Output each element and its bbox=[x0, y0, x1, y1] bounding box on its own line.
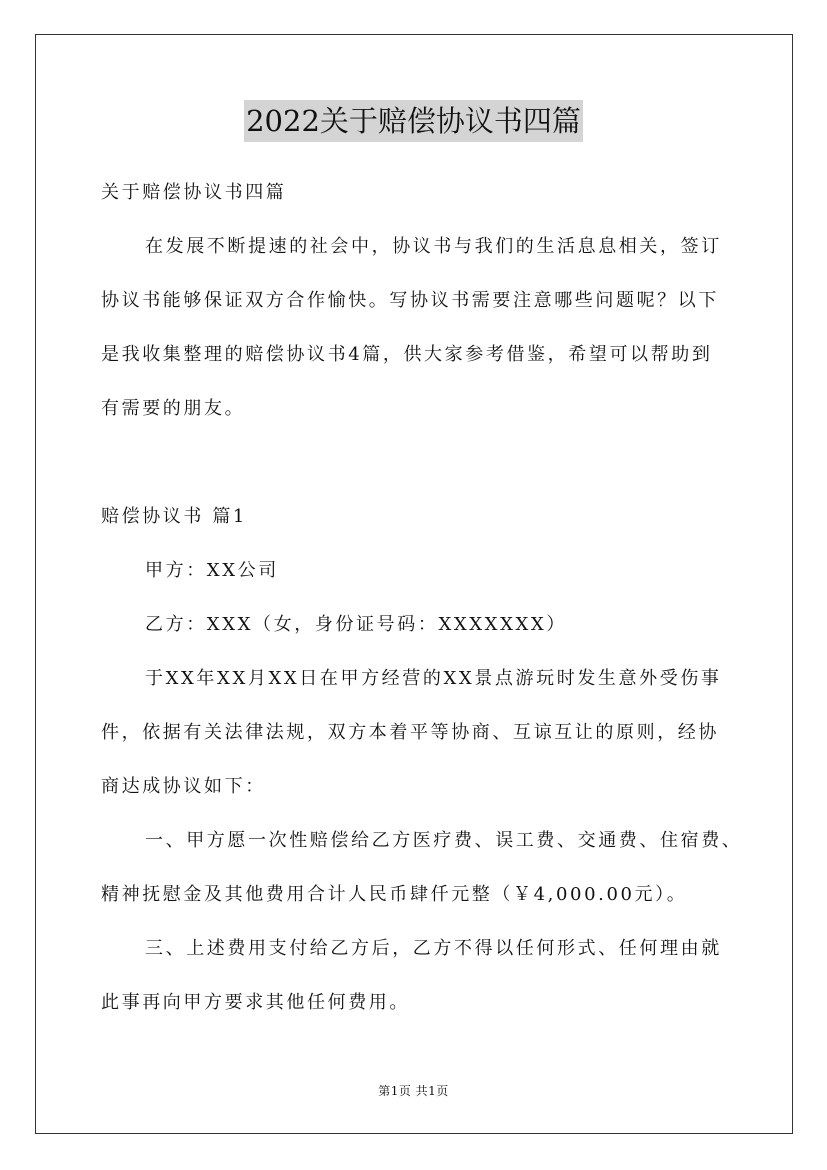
party-a-line: 甲方：XX公司 bbox=[145, 560, 279, 581]
document-title: 2022关于赔偿协议书四篇 bbox=[244, 100, 583, 142]
clause-line: 此事再向甲方要求其他任何费用。 bbox=[101, 992, 410, 1013]
paragraph-line: 商达成协议如下： bbox=[101, 776, 266, 797]
paragraph-line: 有需要的朋友。 bbox=[101, 398, 246, 419]
paragraph-line: 协议书能够保证双方合作愉快。写协议书需要注意哪些问题呢？以下 bbox=[101, 290, 719, 311]
clause-line: 一、甲方愿一次性赔偿给乙方医疗费、误工费、交通费、住宿费、 bbox=[145, 830, 743, 851]
page-footer: 第1页 共1页 bbox=[378, 1084, 449, 1098]
section-heading: 赔偿协议书 篇1 bbox=[101, 506, 247, 527]
paragraph-line: 是我收集整理的赔偿协议书4篇，供大家参考借鉴，希望可以帮助到 bbox=[101, 344, 713, 365]
clause-line: 三、上述费用支付给乙方后，乙方不得以任何形式、任何理由就 bbox=[145, 938, 722, 959]
title-container bbox=[0, 100, 827, 142]
paragraph-line: 于XX年XX月XX日在甲方经营的XX景点游玩时发生意外受伤事 bbox=[145, 668, 722, 689]
paragraph-line: 件，依据有关法律法规，双方本着平等协商、互谅互让的原则，经协 bbox=[101, 722, 719, 743]
party-b-line: 乙方：XXX（女，身份证号码：XXXXXXX） bbox=[145, 614, 567, 635]
clause-line: 精神抚慰金及其他费用合计人民币肆仟元整（￥4,000.00元）。 bbox=[101, 884, 688, 905]
subtitle-line: 关于赔偿协议书四篇 bbox=[101, 182, 287, 203]
paragraph-line: 在发展不断提速的社会中，协议书与我们的生活息息相关，签订 bbox=[145, 236, 722, 257]
